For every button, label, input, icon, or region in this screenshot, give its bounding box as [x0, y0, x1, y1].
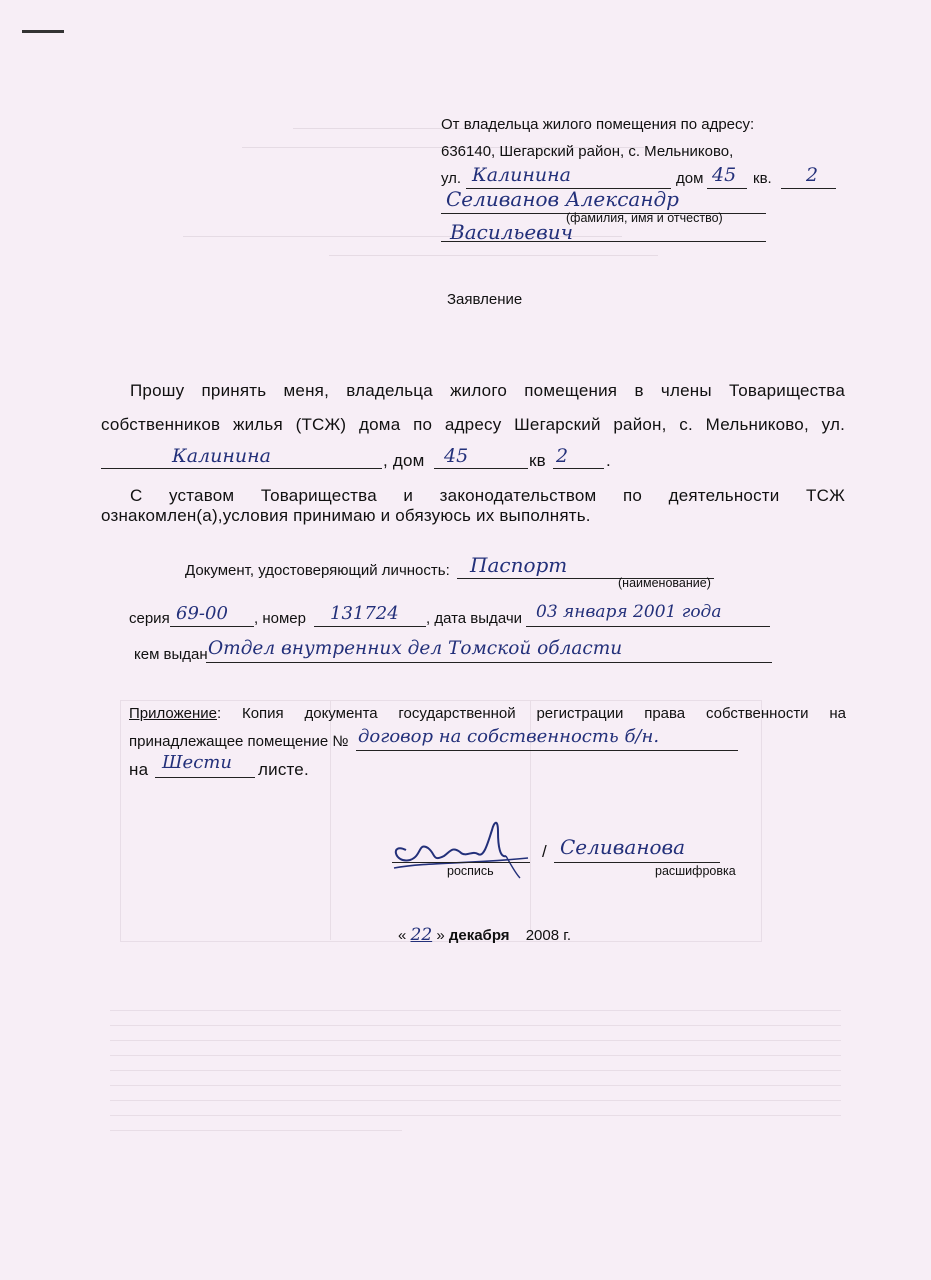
header-name-caption: (фамилия, имя и отчество): [566, 211, 723, 225]
date-issued-underline: [526, 626, 770, 627]
header-name-line2: Васильевич: [450, 220, 574, 244]
appendix-text2: принадлежащее помещение №: [129, 733, 349, 750]
date-open-quote: «: [398, 927, 407, 944]
issued-by-value: Отдел внутренних дел Томской области: [208, 638, 623, 659]
series-underline: [170, 626, 254, 627]
issued-by-underline: [206, 662, 772, 663]
identity-doc-caption: (наименование): [618, 576, 711, 590]
appendix-text1: : Копия документа государственной регистрации права собственности на: [216, 705, 846, 722]
date-line: [398, 925, 571, 945]
appendix-pages-prefix: на: [129, 760, 149, 779]
appendix-pages-suffix: листе.: [258, 760, 309, 779]
date-issued-value: 03 января 2001 года: [536, 602, 722, 622]
request-street-value: Калинина: [172, 445, 271, 467]
request-apt-prefix: кв: [529, 451, 546, 470]
header-street-prefix: ул.: [441, 170, 462, 187]
header-street-value: Калинина: [472, 164, 571, 186]
number-underline: [314, 626, 426, 627]
request-line2: собственников жилья (ТСЖ) дома по адресу Шегарский район, с. Мельниково, ул.: [101, 415, 845, 434]
request-street-underline: [101, 468, 382, 469]
issued-by-label: кем выдан: [134, 646, 208, 663]
appendix-label: Приложение: [129, 705, 217, 722]
signature-separator: /: [542, 842, 547, 861]
request-apt-value: 2: [556, 445, 569, 467]
request-house-value: 45: [444, 445, 469, 467]
identity-doc-value: Паспорт: [470, 553, 568, 577]
request-end: .: [606, 451, 611, 470]
date-day: 22: [410, 925, 433, 945]
number-label: , номер: [254, 610, 306, 627]
house-underline: [707, 188, 747, 189]
appendix-pages-underline: [155, 777, 255, 778]
header-house-prefix: дом: [676, 170, 704, 187]
signature-name-value: Селиванова: [560, 835, 686, 859]
signature-caption: роспись: [447, 864, 494, 878]
charter-line1: С уставом Товарищества и законодательством по деятельности ТСЖ: [130, 486, 845, 505]
charter-line2: ознакомлен(а),условия принимаю и обязуюсь их выполнять.: [101, 506, 591, 525]
header-apt-prefix: кв.: [753, 170, 772, 187]
signature-underline: [392, 862, 530, 863]
appendix-pages-value: Шести: [162, 752, 232, 773]
corner-mark: [22, 30, 64, 33]
apt-underline: [781, 188, 836, 189]
header-line2: 636140, Шегарский район, с. Мельниково,: [441, 143, 734, 160]
header-line1: От владельца жилого помещения по адресу:: [441, 116, 755, 133]
header-name-line1: Селиванов Александр: [446, 187, 679, 211]
appendix-doc-underline: [356, 750, 738, 751]
identity-label: Документ, удостоверяющий личность:: [185, 562, 450, 579]
header-apt-value: 2: [806, 164, 819, 186]
appendix-doc-value: договор на собственность б/н.: [358, 726, 660, 747]
decode-caption: расшифровка: [655, 864, 736, 878]
decode-underline: [554, 862, 720, 863]
request-line1: Прошу принять меня, владельца жилого помещения в члены Товарищества: [130, 381, 845, 400]
appendix-line1: [129, 705, 846, 722]
date-issued-label: , дата выдачи: [426, 610, 523, 627]
date-month: декабря: [448, 927, 510, 944]
request-house-underline: [434, 468, 528, 469]
series-value: 69-00: [176, 603, 228, 624]
request-house-prefix: , дом: [383, 451, 425, 470]
date-year: 2008 г.: [525, 927, 572, 944]
header-house-value: 45: [712, 164, 737, 186]
document-title: Заявление: [447, 291, 523, 308]
series-label: серия: [129, 610, 170, 627]
number-value: 131724: [330, 603, 399, 624]
request-apt-underline: [553, 468, 604, 469]
date-close-quote: »: [436, 927, 445, 944]
show-through-footnote: [110, 1000, 841, 1180]
